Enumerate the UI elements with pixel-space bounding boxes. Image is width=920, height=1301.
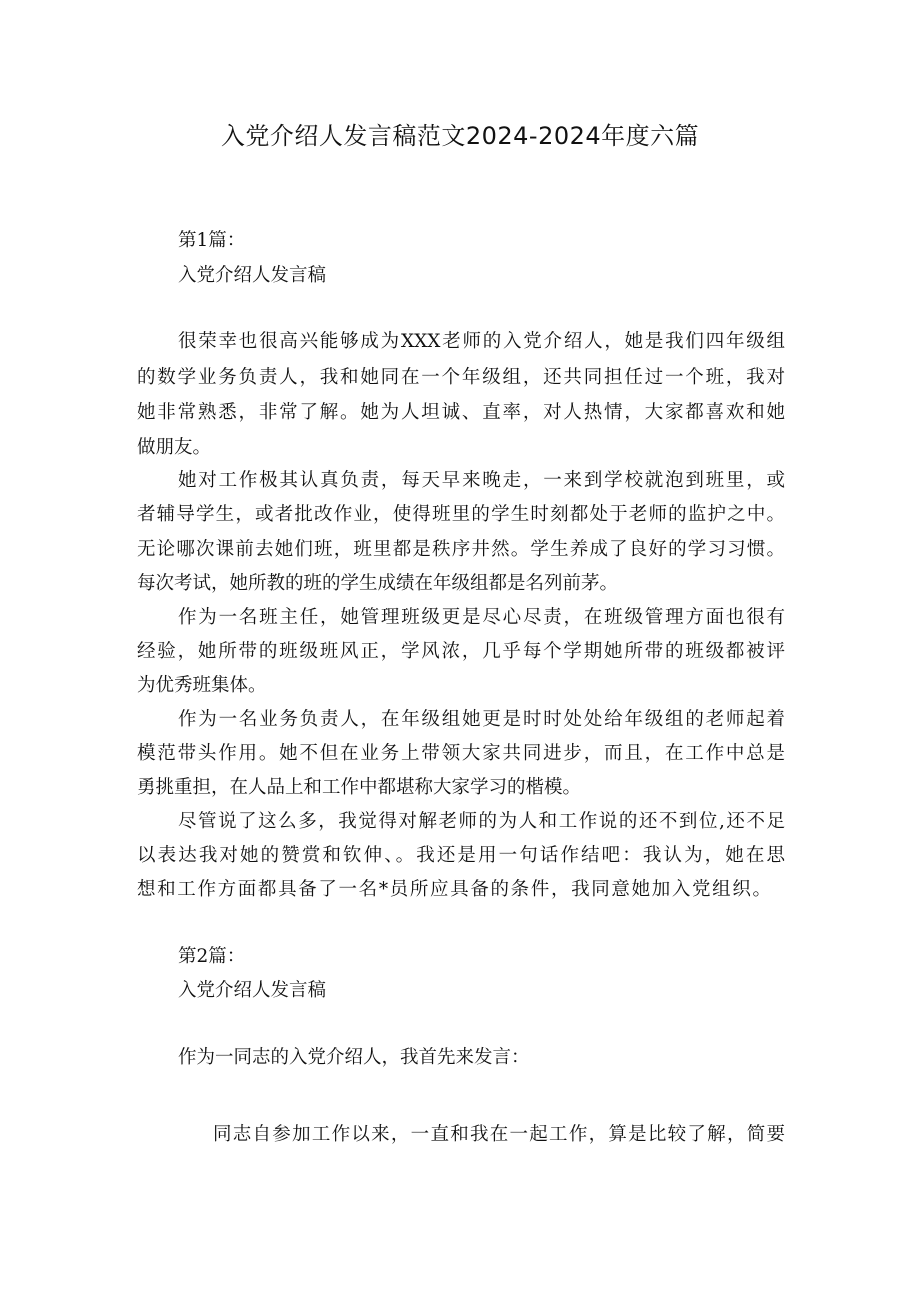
paragraph-line: 无论哪次课前去她们班，班里都是秩序井然。学生养成了良好的学习习惯。 <box>137 539 785 560</box>
paragraph-line: 作为一名班主任，她管理班级更是尽心尽责，在班级管理方面也很有 <box>178 607 785 628</box>
paragraph-line: 者辅导学生，或者批改作业，使得班里的学生时刻都处于老师的监护之中。 <box>137 504 785 525</box>
paragraph-line: 的数学业务负责人，我和她同在一个年级组，还共同担任过一个班，我对 <box>137 367 785 388</box>
paragraph-line: 为优秀班集体。 <box>137 675 267 696</box>
paragraph-line: 尽管说了这么多，我觉得对解老师的为人和工作说的还不到位,还不足 <box>178 811 785 832</box>
paragraph-line: 以表达我对她的赞赏和钦伸、。我还是用一句话作结吧：我认为，她在思 <box>137 845 785 866</box>
document-title: 入党介绍人发言稿范文2024-2024年度六篇 <box>220 122 700 150</box>
paragraph-line: 想和工作方面都具备了一名*员所应具备的条件，我同意她加入党组织。 <box>137 879 771 900</box>
section-1-subtitle: 入党介绍人发言稿 <box>178 265 327 286</box>
paragraph-line: 每次考试，她所教的班的学生成绩在年级组都是名列前茅。 <box>137 573 619 594</box>
paragraph-line: 经验，她所带的班级班风正，学风浓，几乎每个学期她所带的班级都被评 <box>137 641 785 662</box>
paragraph-line: 她非常熟悉，非常了解。她为人坦诚、直率，对人热情，大家都喜欢和她 <box>137 402 785 423</box>
paragraph-line: 同志自参加工作以来，一直和我在一起工作，算是比较了解，简要 <box>213 1124 785 1145</box>
paragraph-line: 模范带头作用。她不但在业务上带领大家共同进步，而且，在工作中总是 <box>137 743 785 764</box>
section-2-subtitle: 入党介绍人发言稿 <box>178 980 327 1001</box>
paragraph-line: 很荣幸也很高兴能够成为XXX老师的入党介绍人，她是我们四年级组 <box>178 331 785 352</box>
paragraph-line: 勇挑重担，在人品上和工作中都堪称大家学习的楷模。 <box>137 777 582 798</box>
paragraph-line: 作为一名业务负责人，在年级组她更是时时处处给年级组的老师起着 <box>178 709 785 730</box>
section-1-heading: 第1篇： <box>178 230 246 251</box>
section-2-intro: 作为一同志的入党介绍人，我首先来发言： <box>178 1047 530 1068</box>
paragraph-line: 做朋友。 <box>137 437 212 458</box>
section-2-heading: 第2篇： <box>178 946 246 967</box>
paragraph-line: 她对工作极其认真负责，每天早来晚走，一来到学校就泡到班里，或 <box>178 470 785 491</box>
